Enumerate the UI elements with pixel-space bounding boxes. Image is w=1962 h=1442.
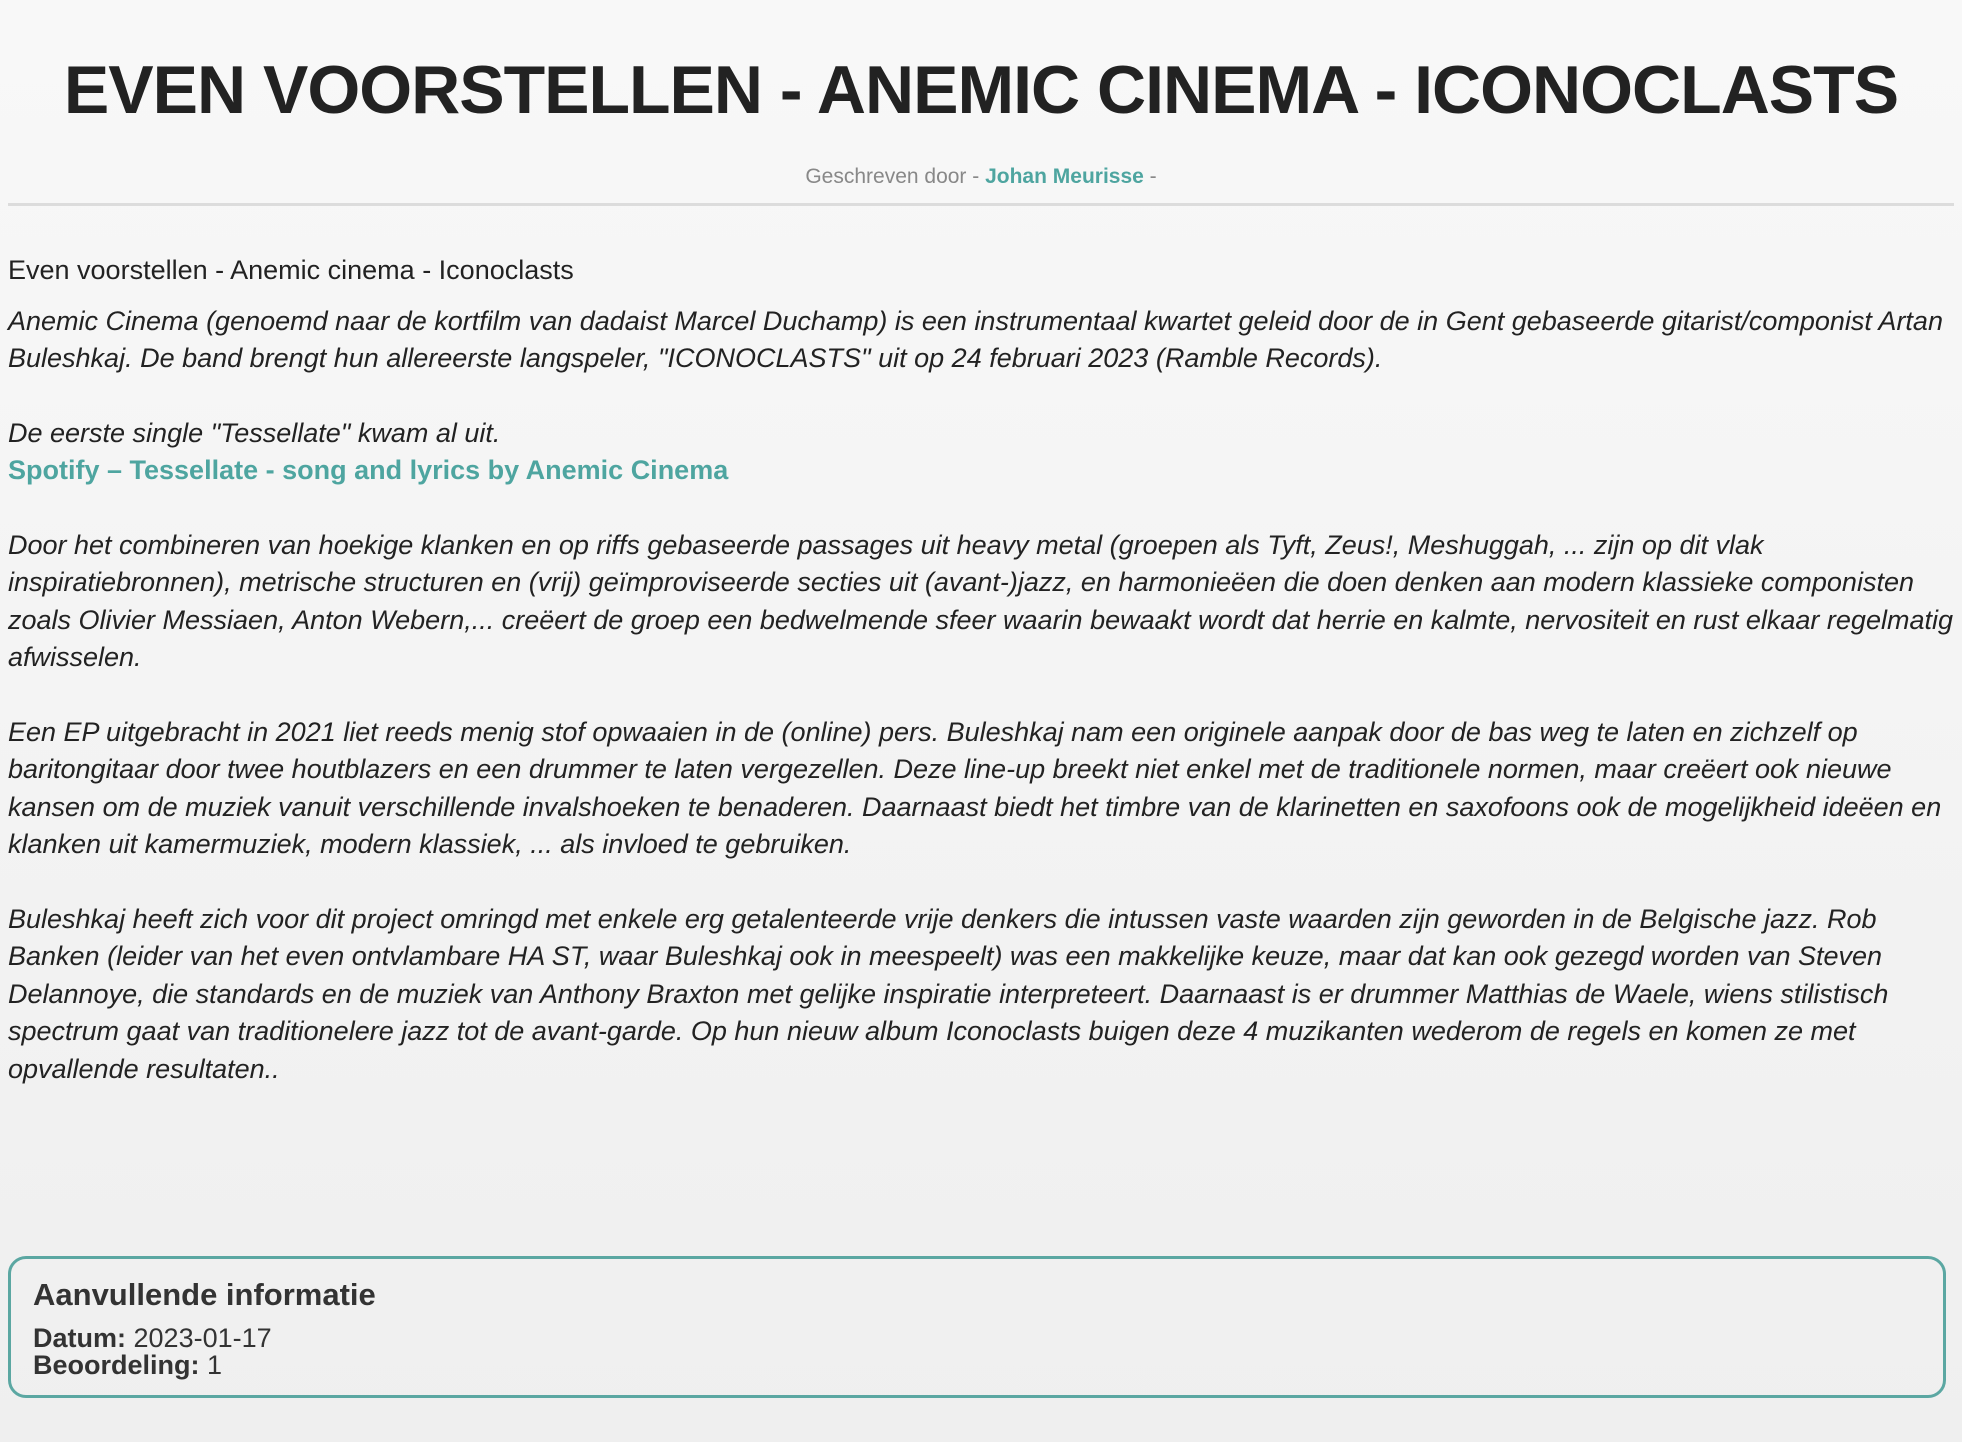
article-body — [8, 206, 1954, 1088]
info-date-value: 2023-01-17 — [133, 1323, 272, 1353]
byline-suffix: - — [1143, 165, 1157, 188]
info-date-row — [33, 1325, 1921, 1352]
byline-prefix: Geschreven door - — [805, 165, 986, 188]
article-paragraph-5: Buleshkaj heeft zich voor dit project omringd met enkele erg getalenteerde vrije denkers die intussen vaste waarden zijn geworden in de Belgische jazz. Rob Banken (leider van het even ontvlambare HA ST, waar Buleshkaj ook in meespeelt) was een makkelijke keuze, maar dat kan ook gezegd worden van Steven Delannoye, die standards en de muziek van Anthony Braxton met gelijke inspiratie interpreteert. Daarnaast is er drummer Matthias de Waele, wiens stilistisch spectrum gaat van traditionelere jazz tot de avant-garde. Op hun nieuw album Iconoclasts buigen deze 4 muzikanten wederom de regels en komen ze met opvallende resultaten.. — [8, 903, 1889, 1084]
spotify-link[interactable]: Spotify – Tessellate - song and lyrics by Anemic Cinema — [8, 455, 729, 485]
article-paragraph-1: Anemic Cinema (genoemd naar de kortfilm van dadaist Marcel Duchamp) is een instrumentaal kwartet geleid door de in Gent gebaseerde gitarist/componist Artan Buleshkaj. De band brengt hun allereerste langspeler, "ICONOCLASTS" uit op 24 februari 2023 (Ramble Records). — [8, 305, 1943, 373]
page-title: EVEN VOORSTELLEN - ANEMIC CINEMA - ICONOCLASTS — [63, 52, 1899, 128]
article-lead: Even voorstellen - Anemic cinema - Iconoclasts — [8, 255, 574, 285]
article-paragraph-2: De eerste single "Tessellate" kwam al uit. — [8, 417, 501, 448]
info-date-label: Datum: — [33, 1323, 126, 1353]
article-paragraph-3: Door het combineren van hoekige klanken en op riffs gebaseerde passages uit heavy metal (groepen als Tyft, Zeus!, Meshuggah, ... zijn op dit vlak inspiratiebronnen), metrische structuren en (vrij) geïmproviseerde secties uit (avant-)jazz, en harmonieëen die doen denken aan modern klassieke componisten zoals Olivier Messiaen, Anton Webern,... creëert de groep een bedwelmende sfeer waarin bewaakt wordt dat herrie en kalmte, nervositeit en rust elkaar regelmatig afwisselen. — [8, 529, 1953, 672]
info-rating-value: 1 — [207, 1350, 223, 1380]
byline — [8, 162, 1954, 192]
author-link[interactable]: Johan Meurisse — [985, 165, 1144, 188]
info-rating-row — [33, 1352, 1921, 1379]
page — [8, 48, 1954, 1380]
article-paragraph-4: Een EP uitgebracht in 2021 liet reeds menig stof opwaaien in de (online) pers. Buleshkaj nam een originele aanpak door de bas weg te laten en zichzelf op baritongitaar door twee houtblazers en een drummer te laten vergezellen. Deze line-up breekt niet enkel met de traditionele normen, maar creëert ook nieuwe kansen om de muziek vanuit verschillende invalshoeken te benaderen. Daarnaast biedt het timbre van de klarinetten en saxofoons ook de mogelijkheid ideëen en klanken uit kamermuziek, modern klassiek, ... als invloed te gebruiken. — [8, 716, 1942, 859]
info-rating-label: Beoordeling: — [33, 1350, 200, 1380]
info-title: Aanvullende informatie — [33, 1277, 376, 1312]
additional-info-box — [8, 1256, 1946, 1398]
